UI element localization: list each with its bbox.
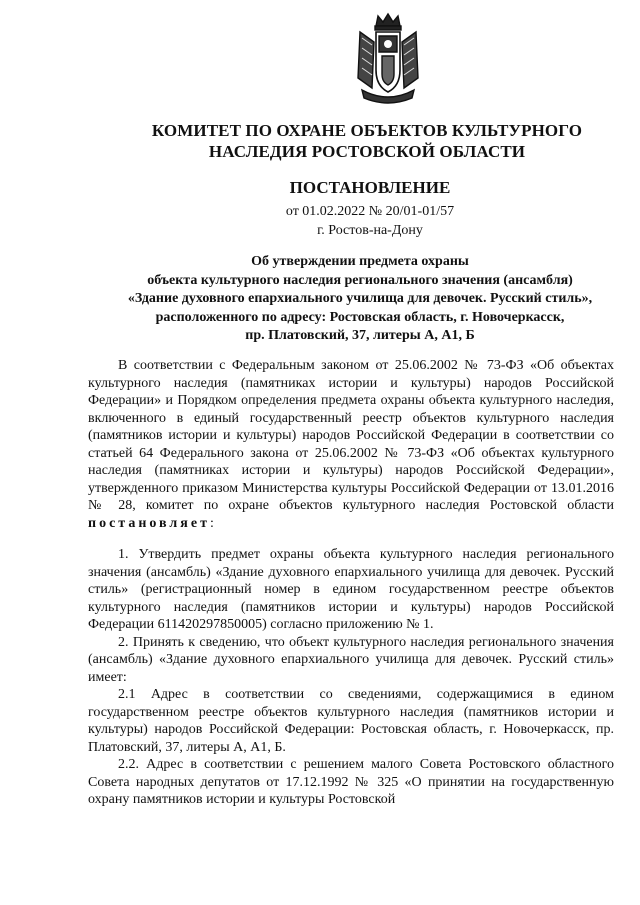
preamble-text: В соответствии с Федеральным законом от 25.06.2002 № 73-ФЗ «Об объектах культурного наследия (памятниках истории и культуры) народов Российской Федерации» и Порядком определения предмета охраны объекта культурного наследия, включенного в единый государственный реестр объектов культурного наследия (памятников истории и культуры) народов Российской Федерации в соответствии со статьей 64 Федерального закона от 25.06.2002 № 73-ФЗ «Об объектах культурного наследия (памятниках истории и культуры) народов Российской Федерации», утвержденного приказом Министерства культуры Российской Федерации от 13.01.2016 № 28, комитет по охране объектов культурного наследия Ростовской области bbox=[88, 358, 614, 513]
subject-line-4: расположенного по адресу: Ростовская область, г. Новочеркасск, bbox=[155, 309, 565, 325]
organization-name-line-2: НАСЛЕДИЯ РОСТОВСКОЙ ОБЛАСТИ bbox=[208, 142, 526, 161]
resolves-colon: : bbox=[209, 515, 214, 531]
subject-line-5: пр. Платовский, 37, литеры А, А1, Б bbox=[245, 328, 475, 343]
subject-line-2: объекта культурного наследия регионального значения (ансамбля) bbox=[147, 272, 573, 288]
item-1-paragraph: 1. Утвердить предмет охраны объекта культурного наследия регионального значения (ансамбль) «Здание духовного епархиального училища для девочек. Русский стиль» (регистрационный номер в едином государственном реестре объектов культурного наследия (памятников истории и культуры) народов Российской Федерации 611420297850005) согласно приложению № 1. bbox=[88, 547, 614, 632]
document-body bbox=[88, 357, 614, 809]
rostov-oblast-coat-of-arms-icon bbox=[352, 8, 424, 108]
item-2-1-paragraph: 2.1 Адрес в соответствии со сведениями, содержащимися в едином государственном реестре объектов культурного наследия (памятников истории и культуры) народов Российской Федерации: Ростовская область, г. Новочеркасск, пр. Платовский, 37, литеры А, А1, Б. bbox=[88, 687, 614, 755]
document-date-number: от 01.02.2022 № 20/01-01/57 bbox=[285, 204, 455, 219]
document-subject bbox=[88, 253, 632, 346]
subject-line-3: «Здание духовного епархиального училища для девочек. Русский стиль», bbox=[127, 291, 593, 306]
item-2-paragraph: 2. Принять к сведению, что объект культурного наследия регионального значения (ансамбль) «Здание духовного епархиального училища для девочек. Русский стиль» имеет: bbox=[88, 634, 614, 685]
organization-name bbox=[132, 120, 602, 162]
subject-line-1: Об утверждении предмета охраны bbox=[251, 254, 469, 269]
preamble-paragraph bbox=[88, 357, 614, 532]
document-city: г. Ростов-на-Дону bbox=[317, 223, 423, 238]
item-2-2-paragraph: 2.2. Адрес в соответствии с решением малого Совета Ростовского областного Совета народных депутатов от 17.12.1992 № 325 «О принятии на государственную охрану памятников истории и культуры Ростовской bbox=[88, 757, 614, 807]
resolves-word: постановляет bbox=[88, 515, 210, 531]
organization-name-line-1: КОМИТЕТ ПО ОХРАНЕ ОБЪЕКТОВ КУЛЬТУРНОГО bbox=[151, 121, 583, 140]
document-type: ПОСТАНОВЛЕНИЕ bbox=[289, 178, 451, 197]
